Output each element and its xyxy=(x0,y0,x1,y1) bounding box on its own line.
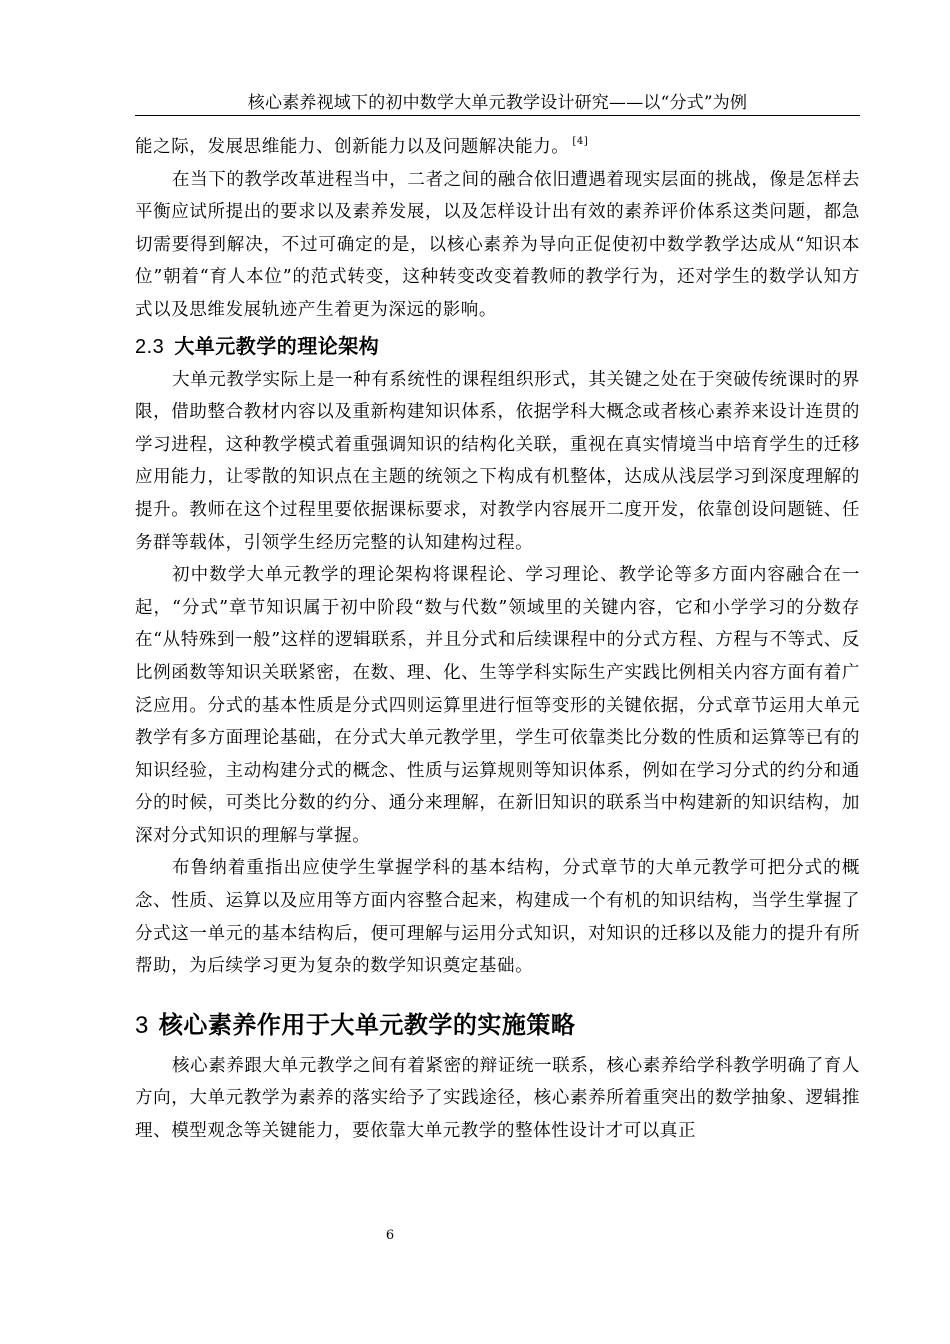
header-rule xyxy=(135,115,860,116)
section-heading-3 xyxy=(135,1007,860,1044)
paragraph-text: 能之际，发展思维能力、创新能力以及问题解决能力。 xyxy=(135,137,570,157)
paragraph-continuation xyxy=(135,131,860,164)
section-heading-2-3 xyxy=(135,329,860,364)
paragraph: 初中数学大单元教学的理论架构将课程论、学习理论、教学论等多方面内容融合在一起，“分式”章节知识属于初中阶段“数与代数”领域里的关键内容，它和小学学习的分数存在“从特殊到一般”这样的逻辑联系，并且分式和后续课程中的分式方程、方程与不等式、反比例函数等知识关联紧密，在数、理、化、生等学科实际生产实践比例相关内容方面有着广泛应用。分式的基本性质是分式四则运算里进行恒等变形的关键依据，分式章节运用大单元教学有多方面理论基础，在分式大单元教学里，学生可依靠类比分数的性质和运算等已有的知识经验，主动构建分式的概念、性质与运算规则等知识体系，例如在学习分式的约分和通分的时候，可类比分数的约分、通分来理解，在新旧知识的联系当中构建新的知识结构，加深对分式知识的理解与掌握。 xyxy=(135,565,860,846)
page-number: 6 xyxy=(385,1228,395,1243)
section-title: 核心素养作用于大单元教学的实施策略 xyxy=(158,1010,576,1039)
section-number: 2.3 xyxy=(135,335,165,358)
body-text xyxy=(135,131,860,1148)
section-title: 大单元教学的理论架构 xyxy=(174,333,380,358)
paragraph: 在当下的教学改革进程当中，二者之间的融合依旧遭遇着现实层面的挑战，像是怎样去平衡应试所提出的要求以及素养发展，以及怎样设计出有效的素养评价体系这类问题，都急切需要得到解决，不过可确定的是，以核心素养为导向正促使初中数学教学达成从“知识本位”朝着“育人本位”的范式转变，这种转变改变着教师的教学行为，还对学生的数学认知方式以及思维发展轨迹产生着更为深远的影响。 xyxy=(135,169,860,320)
paragraph: 布鲁纳着重指出应使学生掌握学科的基本结构，分式章节的大单元教学可把分式的概念、性质、运算以及应用等方面内容整合起来，构建成一个有机的知识结构，当学生掌握了分式这一单元的基本结构后，便可理解与运用分式知识，对知识的迁移以及能力的提升有所帮助，为后续学习更为复杂的数学知识奠定基础。 xyxy=(135,858,860,977)
running-header: 核心素养视域下的初中数学大单元教学设计研究——以“分式”为例 xyxy=(247,93,748,113)
paragraph: 大单元教学实际上是一种有系统性的课程组织形式，其关键之处在于突破传统课时的界限，借助整合教材内容以及重新构建知识体系，依据学科大概念或者核心素养来设计连贯的学习进程，这种教学模式着重强调知识的结构化关联，重视在真实情境当中培育学生的迁移应用能力，让零散的知识点在主题的统领之下构成有机整体，达成从浅层学习到深度理解的提升。教师在这个过程里要依据课标要求，对教学内容展开二度开发，依靠创设问题链、任务群等载体，引领学生经历完整的认知建构过程。 xyxy=(135,369,860,553)
section-number: 3 xyxy=(135,1011,149,1039)
citation-reference: [4] xyxy=(572,136,589,147)
paragraph: 核心素养跟大单元教学之间有着紧密的辩证统一联系，核心素养给学科教学明确了育人方向，大单元教学为素养的落实给予了实践途径，核心素养所着重突出的数学抽象、逻辑推理、模型观念等关键能力，要依靠大单元教学的整体性设计才可以真正 xyxy=(135,1055,860,1142)
